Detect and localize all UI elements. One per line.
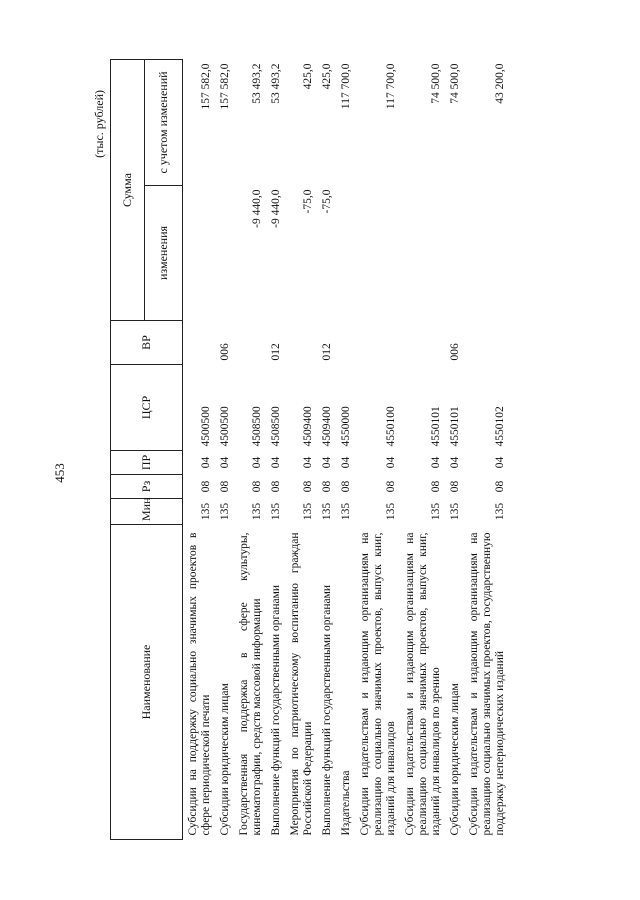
table-row — [234, 59, 266, 839]
table-row — [285, 59, 317, 839]
row-csr: 4550100 — [385, 406, 397, 447]
header-name: Наименование — [111, 525, 183, 840]
row-vr — [464, 321, 509, 365]
header-vr: ВР — [111, 321, 183, 365]
row-change — [400, 186, 445, 321]
budget-table — [110, 59, 509, 840]
row-change — [336, 186, 355, 321]
row-rz: 08 — [385, 480, 397, 493]
row-csr: 4508500 — [251, 406, 263, 447]
row-total: 53 493,2 — [251, 63, 263, 104]
row-total: 117 700,0 — [385, 63, 397, 110]
row-vr: 006 — [449, 343, 461, 361]
row-name: Мероприятия по патриотическому воспитанию граждан Российской Федерации — [289, 532, 314, 836]
row-min: 135 — [200, 502, 212, 521]
table-row — [400, 59, 445, 839]
row-change — [445, 186, 464, 321]
row-pr: 04 — [321, 456, 333, 469]
row-name: Субсидии юридическим лицам — [449, 683, 461, 836]
header-pr: ПР — [111, 451, 183, 475]
row-change — [183, 186, 216, 321]
table-row — [183, 59, 216, 839]
header-rz: Рз — [111, 475, 183, 499]
row-min: 135 — [270, 502, 282, 521]
row-total: 157 582,0 — [200, 63, 212, 110]
row-vr: 006 — [219, 343, 231, 361]
units-note: (тыс. рублей) — [92, 90, 106, 158]
row-rz: 08 — [251, 480, 263, 493]
row-total: 53 493,2 — [270, 63, 282, 104]
row-min: 135 — [430, 502, 442, 521]
table-row — [317, 59, 336, 839]
row-min: 135 — [321, 502, 333, 521]
row-pr: 04 — [340, 456, 352, 469]
row-min: 135 — [494, 502, 506, 521]
row-min: 135 — [385, 502, 397, 521]
row-pr: 04 — [270, 456, 282, 469]
row-csr: 4550101 — [430, 406, 442, 447]
row-rz: 08 — [270, 480, 282, 493]
row-vr — [400, 321, 445, 365]
row-vr: 012 — [321, 343, 333, 361]
row-change — [215, 186, 234, 321]
row-name: Субсидии юридическим лицам — [219, 683, 231, 836]
row-rz: 08 — [302, 480, 314, 493]
row-rz: 08 — [219, 480, 231, 493]
row-csr: 4550000 — [340, 406, 352, 447]
row-rz: 08 — [200, 480, 212, 493]
row-name: Субсидии издательствам и издающим организациям на реализацию социально значимых проектов, выпуск книг, изданий для инвалидов — [359, 532, 397, 836]
row-total: 117 700,0 — [340, 63, 352, 110]
row-pr: 04 — [494, 456, 506, 469]
page-number: 453 — [52, 463, 67, 483]
row-pr: 04 — [302, 456, 314, 469]
row-rz: 08 — [321, 480, 333, 493]
row-rz: 08 — [449, 480, 461, 493]
row-vr — [336, 321, 355, 365]
row-name: Субсидии издательствам и издающим организациям на реализацию социально значимых проектов, государственную поддержку непериодических изданий — [468, 532, 506, 836]
row-vr: 012 — [270, 343, 282, 361]
row-name: Выполнение функций государственными органами — [270, 584, 282, 836]
row-change — [464, 186, 509, 321]
row-change: -75,0 — [321, 189, 333, 214]
row-name: Субсидии на поддержку социально значимых проектов в сфере периодической печати — [187, 532, 212, 836]
row-csr: 4509400 — [302, 406, 314, 447]
rotated-page — [80, 60, 580, 840]
row-change: -9 440,0 — [251, 189, 263, 228]
row-rz: 08 — [340, 480, 352, 493]
row-min: 135 — [251, 502, 263, 521]
header-sum: Сумма — [111, 59, 145, 320]
row-total: 157 582,0 — [219, 63, 231, 110]
row-min: 135 — [449, 502, 461, 521]
row-csr: 4508500 — [270, 406, 282, 447]
row-pr: 04 — [200, 456, 212, 469]
row-pr: 04 — [251, 456, 263, 469]
row-vr — [234, 321, 266, 365]
row-name: Выполнение функций государственными органами — [321, 584, 333, 836]
row-rz: 08 — [494, 480, 506, 493]
row-csr: 4500500 — [219, 406, 231, 447]
row-csr: 4509400 — [321, 406, 333, 447]
row-total: 425,0 — [321, 63, 333, 90]
row-name: Субсидии издательствам и издающим организациям на реализацию социально значимых проектов, выпуск книг, изданий для инвалидов по зрению — [404, 532, 442, 836]
row-csr: 4500500 — [200, 406, 212, 447]
row-vr — [285, 321, 317, 365]
row-min: 135 — [219, 502, 231, 521]
row-name: Государственная поддержка в сфере культуры, кинематографии, средств массовой информации — [238, 532, 263, 836]
table-row — [445, 59, 464, 839]
row-total: 74 500,0 — [449, 63, 461, 104]
table-row — [215, 59, 234, 839]
table-row — [355, 59, 400, 839]
row-total: 425,0 — [302, 63, 314, 90]
row-min: 135 — [302, 502, 314, 521]
row-pr: 04 — [449, 456, 461, 469]
header-change: изменения — [145, 186, 183, 321]
row-change — [355, 186, 400, 321]
row-vr — [183, 321, 216, 365]
row-total: 74 500,0 — [430, 63, 442, 104]
row-rz: 08 — [430, 480, 442, 493]
header-csr: ЦСР — [111, 365, 183, 451]
table-row — [336, 59, 355, 839]
table-body — [183, 59, 510, 839]
row-pr: 04 — [385, 456, 397, 469]
header-min: Мин — [111, 499, 183, 525]
row-change: -75,0 — [302, 189, 314, 214]
row-csr: 4550101 — [449, 406, 461, 447]
row-csr: 4550102 — [494, 406, 506, 447]
row-vr — [355, 321, 400, 365]
row-min: 135 — [340, 502, 352, 521]
table-header — [111, 59, 183, 839]
row-change: -9 440,0 — [270, 189, 282, 228]
row-name: Издательства — [340, 770, 352, 836]
header-with-change: с учетом изменений — [145, 59, 183, 185]
table-row — [266, 59, 285, 839]
table-row — [464, 59, 509, 839]
row-pr: 04 — [430, 456, 442, 469]
row-pr: 04 — [219, 456, 231, 469]
row-total: 43 200,0 — [494, 63, 506, 104]
